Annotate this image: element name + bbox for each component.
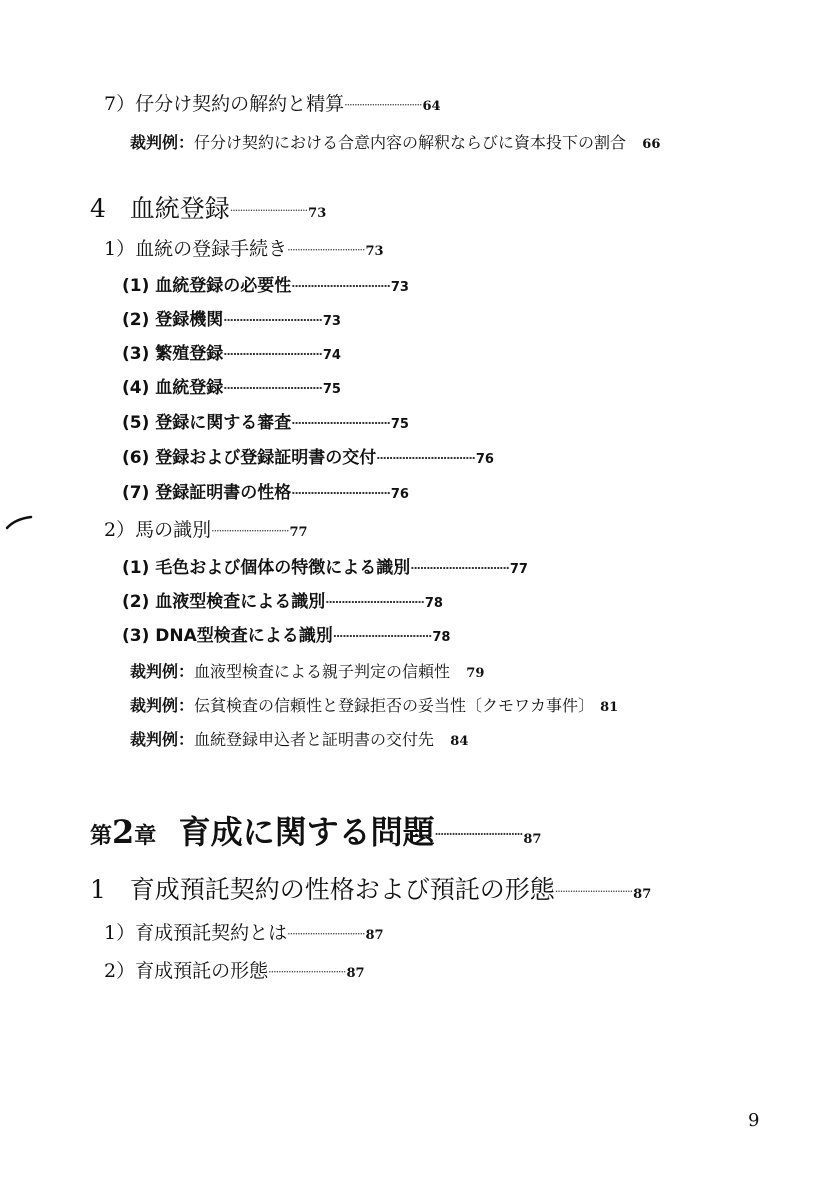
toc-sub-6 [122,450,494,467]
toc-case-2 [130,664,484,680]
toc-title: 血液型検査による識別 [155,592,326,612]
toc-line-1-1 [104,924,384,943]
toc-page-number: 75 [322,382,341,397]
chapter-suffix: 章 [134,823,157,849]
toc-page-number: 64 [422,99,441,114]
toc-leader-dots: ······························· [291,279,390,293]
toc-page-number: 76 [390,487,409,502]
toc-sub-5 [122,415,409,432]
toc-page-number: 84 [450,734,469,749]
chapter-prefix: 第 [90,823,113,849]
toc-number: (2) [122,592,150,612]
toc-sub-3 [122,346,341,363]
section-title: 育成預託契約の性格および預託の形態 [129,875,555,904]
toc-title: 馬の識別 [135,519,212,541]
toc-number: (2) [122,310,150,330]
toc-section-1 [90,877,651,902]
toc-leader-dots: ······························· [211,524,289,538]
toc-leader-dots: ······························· [268,965,346,979]
toc-line-7-1 [104,95,441,114]
toc-number: 1） [104,922,136,944]
case-title: 血液型検査による親子判定の信頼性 [194,662,451,681]
toc-leader-dots: ······························· [223,381,322,395]
toc-leader-dots: ······························· [554,885,633,898]
toc-title: 血統登録の必要性 [155,276,292,296]
toc-leader-dots: ······························· [332,629,432,643]
toc-sub-10 [122,628,450,645]
chapter-title: 育成に関する問題 [178,813,435,851]
toc-sub-9 [122,594,443,611]
case-label: 裁判例： [130,133,195,152]
toc-number: 2） [104,519,136,541]
case-title: 伝貧検査の信頼性と登録拒否の妥当性〔クモワカ事件〕 [194,696,595,715]
toc-number: (3) [122,344,150,364]
section-number: 4 [90,194,106,223]
toc-leader-dots: ······························· [291,486,390,500]
toc-title: 仔分け契約の解約と精算 [135,93,345,115]
toc-page-number: 87 [365,928,384,943]
toc-page-number: 73 [365,244,384,259]
toc-title: 登録機関 [155,310,224,330]
toc-line-1-2 [104,962,365,981]
page-number: 9 [748,1110,760,1131]
toc-leader-dots: ······························· [229,204,308,217]
toc-leader-dots: ······························· [287,927,365,941]
toc-leader-dots: ······························· [291,416,390,430]
toc-leader-dots: ······························· [434,828,523,841]
toc-number: (6) [122,448,150,468]
case-title: 仔分け契約における合意内容の解釈ならびに資本投下の割合 [194,133,627,152]
toc-title: 血統登録 [155,378,224,398]
toc-number: (4) [122,378,150,398]
toc-page-number: 77 [289,525,308,540]
case-label: 裁判例： [130,730,195,749]
toc-page-number: 75 [390,417,409,432]
toc-page-number: 66 [642,137,661,152]
toc-sub-7 [122,485,409,502]
toc-leader-dots: ······························· [344,98,422,112]
toc-leader-dots: ······························· [376,451,475,465]
toc-page-number: 78 [424,596,443,611]
toc-title: DNA型検査による識別 [155,626,333,646]
toc-case-4 [130,732,468,748]
toc-leader-dots: ······························· [223,347,322,361]
toc-number: (3) [122,626,150,646]
toc-title: 登録に関する審査 [155,413,292,433]
toc-page-number: 73 [322,314,341,329]
toc-page-number: 73 [308,206,327,221]
toc-leader-dots: ······························· [287,243,365,257]
toc-leader-dots: ······························· [410,561,509,575]
toc-title: 育成預託契約とは [135,922,288,944]
case-label: 裁判例： [130,662,195,681]
case-label: 裁判例： [130,696,195,715]
toc-number: (1) [122,276,150,296]
toc-number: 1） [104,238,136,260]
toc-title: 登録および登録証明書の交付 [155,448,377,468]
toc-number: (5) [122,413,150,433]
toc-sub-1 [122,278,409,295]
toc-page-number: 78 [432,630,451,645]
chapter-number: 2 [112,813,135,851]
toc-page-number: 79 [466,666,485,681]
toc-title: 毛色および個体の特徴による識別 [155,558,411,578]
case-title: 血統登録申込者と証明書の交付先 [194,730,435,749]
toc-line-4-1 [104,240,384,259]
toc-section-4 [90,196,326,221]
toc-page-number: 77 [509,562,528,577]
toc-title: 登録証明書の性格 [155,483,292,503]
toc-sub-8 [122,560,528,577]
toc-page-number: 87 [633,887,652,902]
toc-number: (7) [122,483,150,503]
toc-case-1 [130,135,660,151]
toc-title: 繁殖登録 [155,344,224,364]
toc-page-number: 76 [475,452,494,467]
toc-leader-dots: ······························· [223,313,322,327]
scan-mark [5,515,33,531]
toc-chapter-2 [90,813,542,851]
toc-page-number: 74 [322,348,341,363]
toc-number: 2） [104,960,136,982]
toc-sub-4 [122,380,341,397]
toc-line-4-2 [104,521,308,540]
toc-page-number: 87 [346,966,365,981]
toc-number: (1) [122,558,150,578]
toc-title: 育成預託の形態 [135,960,269,982]
section-number: 1 [90,875,106,904]
toc-case-3 [130,698,618,714]
toc-page-number: 87 [523,832,542,847]
toc-sub-2 [122,312,341,329]
section-title: 血統登録 [129,194,230,223]
toc-leader-dots: ······························· [325,595,424,609]
toc-page-number: 73 [390,280,409,295]
toc-number: 7） [104,93,136,115]
toc-page-number: 81 [600,700,619,715]
toc-title: 血統の登録手続き [135,238,288,260]
